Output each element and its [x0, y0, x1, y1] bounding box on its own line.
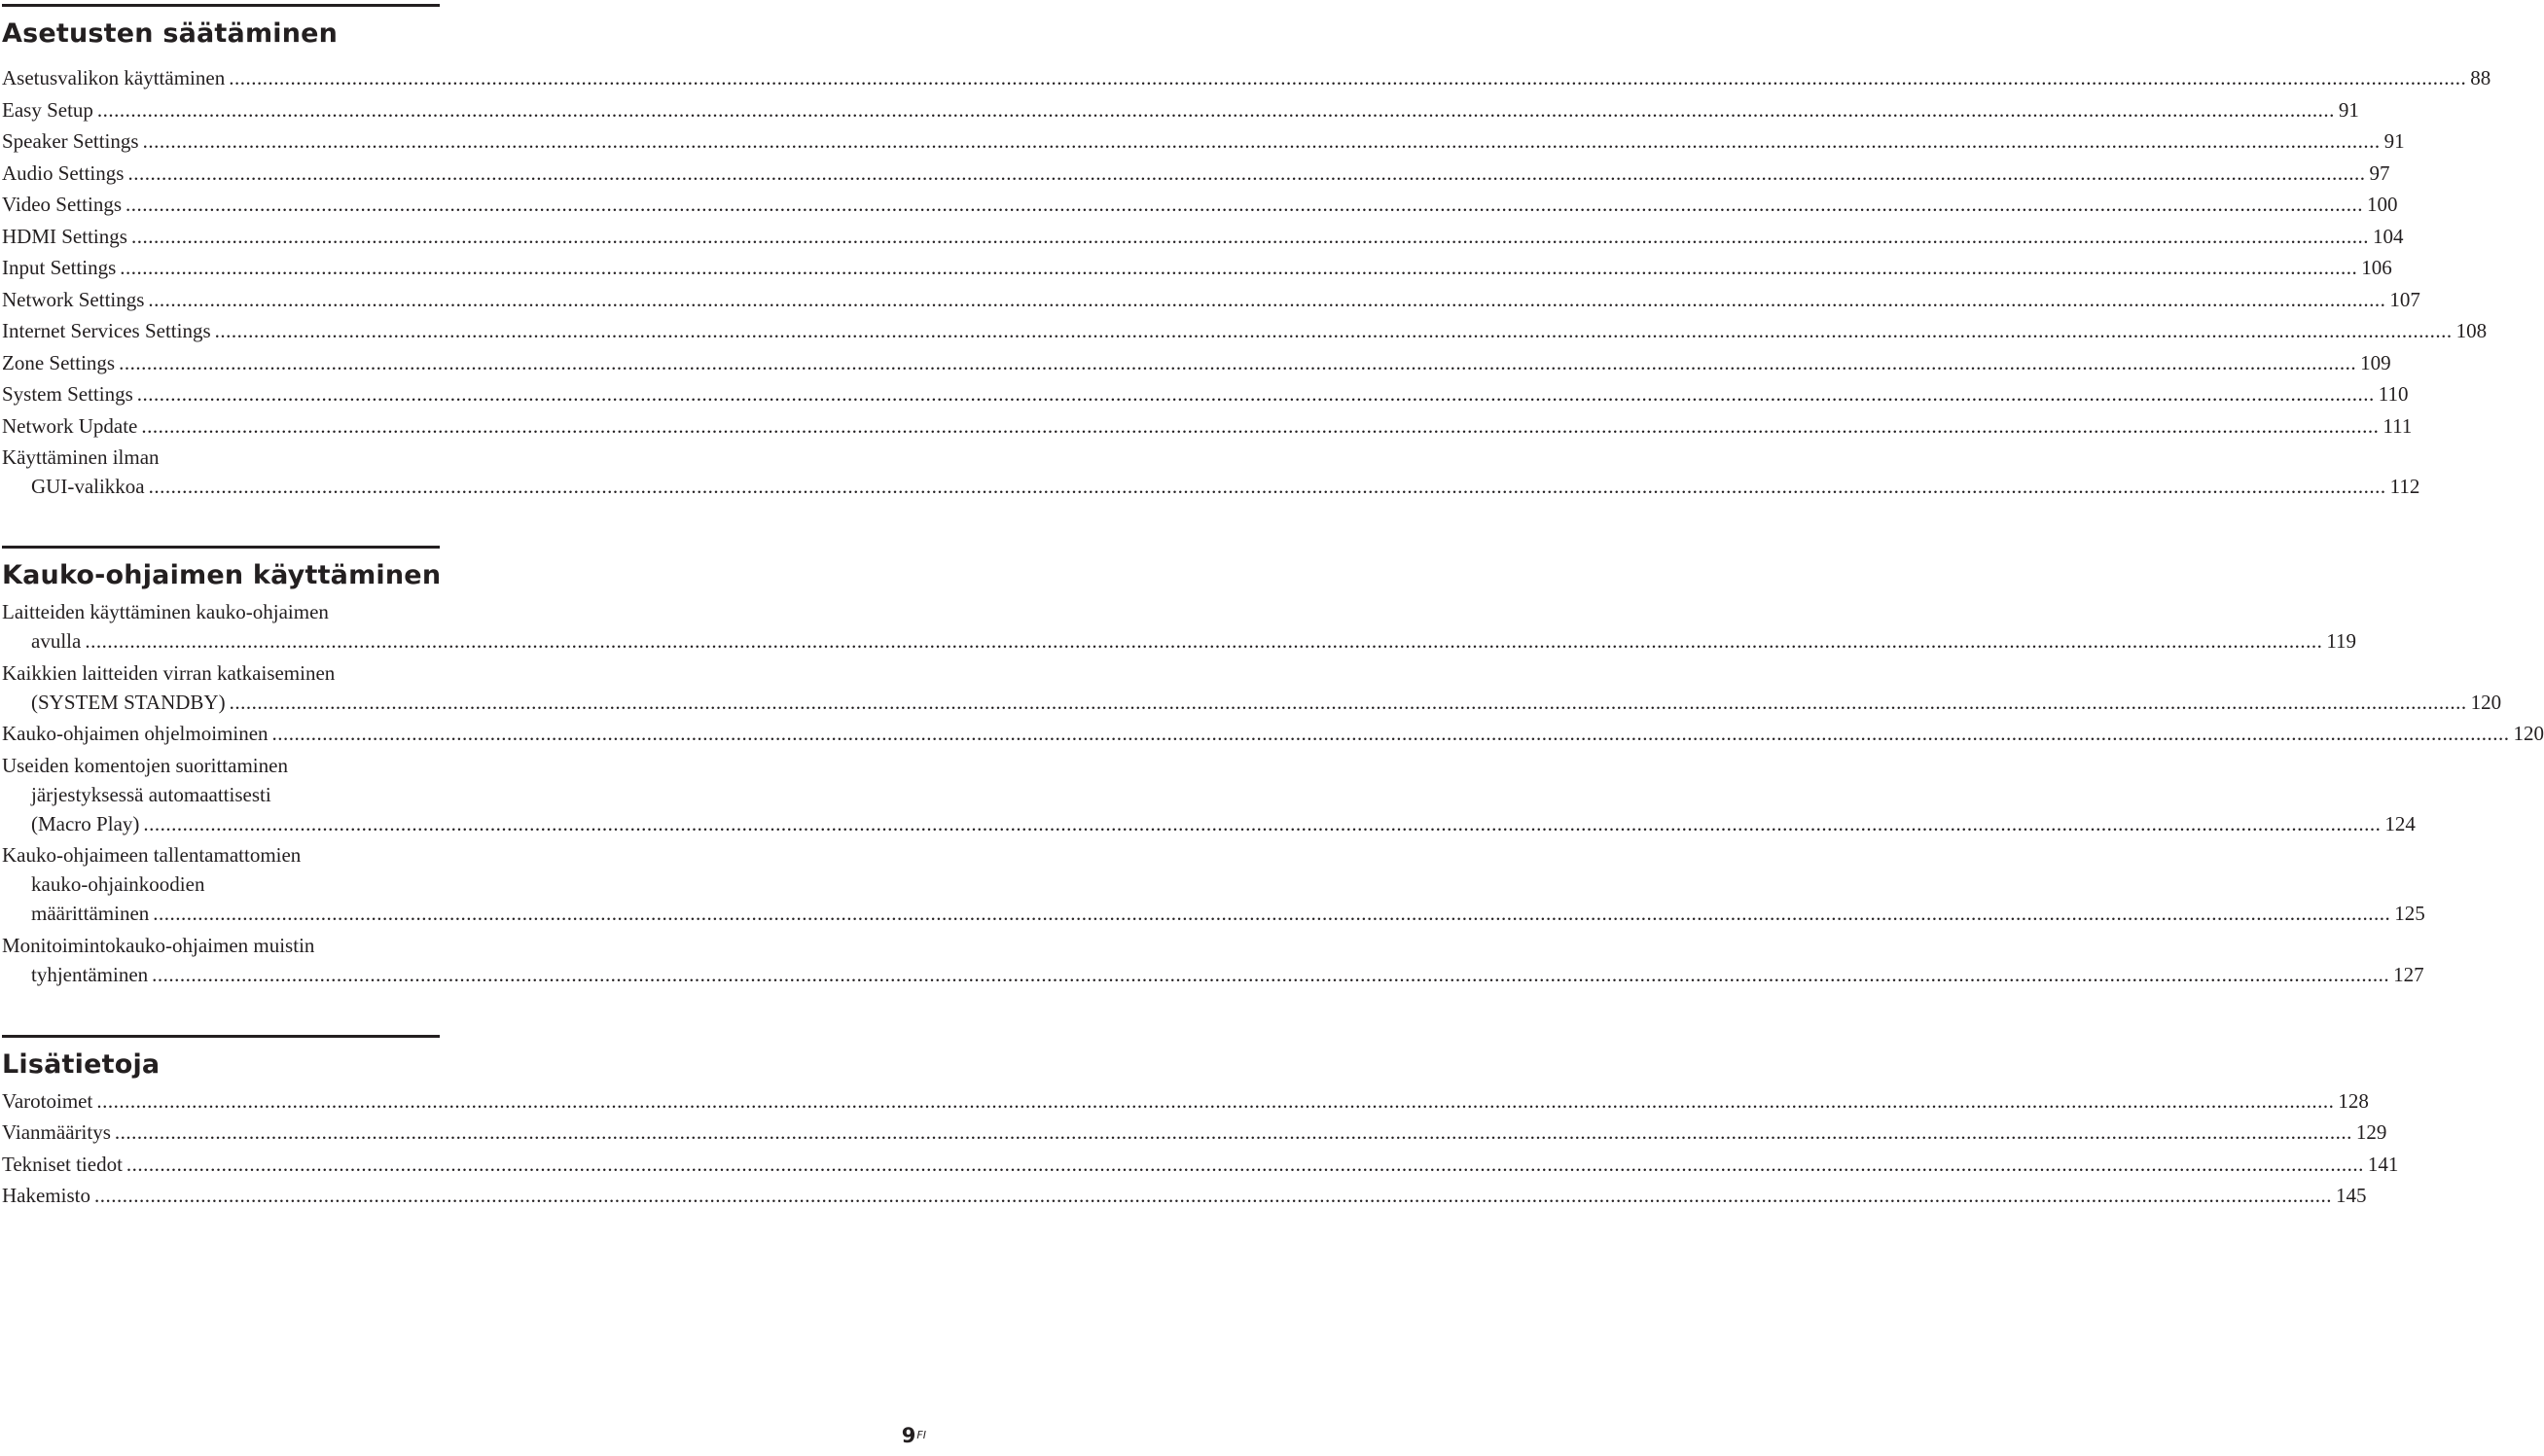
- toc-entry-row: [2, 719, 2544, 748]
- toc-entry-text: Network Update: [2, 413, 138, 438]
- toc-entry-text: System Settings: [2, 382, 133, 406]
- toc-entry-list: [2, 63, 2491, 501]
- toc-entry-row: [2, 285, 2420, 314]
- dot-leader: ................................................................................................................................................................................................................................................................................................................................................................................................................: [148, 287, 2386, 311]
- toc-entry[interactable]: [2, 222, 2404, 251]
- toc-entry-text: järjestyksessä automaattisesti: [31, 782, 271, 806]
- toc-entry-row: [2, 316, 2488, 345]
- toc-entry[interactable]: [2, 253, 2392, 282]
- toc-entry[interactable]: [2, 379, 2409, 408]
- toc-entry-row: [2, 626, 2357, 656]
- toc-entry-text: määrittäminen: [31, 902, 150, 925]
- dot-leader: ................................................................................................................................................................................................................................................................................................................................................................................................................: [153, 902, 2391, 925]
- toc-entry[interactable]: [2, 348, 2391, 377]
- toc-page-number: 109: [2360, 350, 2391, 374]
- dot-leader: ................................................................................................................................................................................................................................................................................................................................................................................................................: [96, 1088, 2335, 1113]
- toc-page-number: 128: [2338, 1088, 2369, 1113]
- toc-entry-list: [2, 597, 2544, 989]
- toc-page-number: 119: [2326, 629, 2357, 653]
- toc-page-number: 120: [2513, 722, 2544, 745]
- toc-entry-row: [2, 899, 2425, 928]
- dot-leader: ................................................................................................................................................................................................................................................................................................................................................................................................................: [93, 1184, 2332, 1207]
- toc-entry-row: [2, 63, 2491, 92]
- toc-entry-list: [2, 1086, 2399, 1211]
- toc-page-number: 107: [2389, 287, 2420, 311]
- toc-entry[interactable]: [2, 658, 2502, 717]
- toc-entry-row: [2, 348, 2391, 377]
- toc-entry-text: Laitteiden käyttäminen kauko-ohjaimen: [2, 600, 329, 623]
- dot-leader: ................................................................................................................................................................................................................................................................................................................................................................................................................: [85, 629, 2323, 653]
- dot-leader: ................................................................................................................................................................................................................................................................................................................................................................................................................: [114, 1120, 2352, 1144]
- dot-leader: ................................................................................................................................................................................................................................................................................................................................................................................................................: [125, 193, 2363, 216]
- dot-leader: ................................................................................................................................................................................................................................................................................................................................................................................................................: [229, 690, 2467, 714]
- toc-entry[interactable]: [2, 931, 2424, 989]
- dot-leader: ................................................................................................................................................................................................................................................................................................................................................................................................................: [130, 224, 2369, 248]
- dot-leader: ................................................................................................................................................................................................................................................................................................................................................................................................................: [136, 382, 2375, 406]
- toc-entry-text: Asetusvalikon käyttäminen: [2, 66, 226, 89]
- toc-entry-row: [2, 95, 2359, 124]
- toc-page-number: 120: [2470, 690, 2502, 714]
- toc-page-number: 104: [2372, 224, 2404, 248]
- toc-entry-row: [2, 1181, 2367, 1210]
- toc-entry[interactable]: [2, 840, 2425, 928]
- toc-entry[interactable]: [2, 411, 2413, 441]
- dot-leader: ................................................................................................................................................................................................................................................................................................................................................................................................................: [119, 350, 2357, 374]
- toc-page-number: 129: [2355, 1120, 2387, 1144]
- dot-leader: ................................................................................................................................................................................................................................................................................................................................................................................................................: [271, 722, 2510, 745]
- toc-entry-row: [2, 688, 2502, 717]
- toc-entry-row: [2, 379, 2409, 408]
- toc-entry[interactable]: [2, 1150, 2399, 1179]
- toc-section: [2, 546, 2544, 989]
- table-of-contents: [2, 4, 2544, 1213]
- toc-entry-row: [2, 1118, 2387, 1147]
- toc-entry-row: [2, 1150, 2399, 1179]
- toc-entry-text: tyhjentäminen: [31, 962, 149, 986]
- toc-entry-row: [2, 1086, 2369, 1116]
- toc-page-number: 100: [2367, 193, 2398, 216]
- section-heading: Asetusten säätäminen: [2, 18, 339, 49]
- toc-entry-text: GUI-valikkoa: [31, 475, 145, 498]
- toc-entry[interactable]: [2, 1118, 2387, 1147]
- section-rule: [2, 1035, 440, 1038]
- toc-entry-text: Kauko-ohjaimen ohjelmoiminen: [2, 722, 269, 745]
- toc-entry-text: Internet Services Settings: [2, 319, 211, 342]
- toc-entry-text: Audio Settings: [2, 160, 125, 185]
- toc-page-number: 145: [2335, 1184, 2367, 1207]
- toc-page-number: 91: [2338, 97, 2359, 122]
- toc-entry[interactable]: [2, 95, 2359, 124]
- toc-entry-text: Käyttäminen ilman: [2, 445, 160, 469]
- toc-page-number: 127: [2393, 962, 2424, 986]
- toc-entry[interactable]: [2, 1181, 2367, 1210]
- toc-entry-text: Monitoimintokauko-ohjaimen muistin: [2, 933, 315, 957]
- section-heading: Kauko-ohjaimen käyttäminen: [2, 560, 442, 590]
- toc-entry-text: Speaker Settings: [2, 129, 139, 153]
- toc-entry-text: Video Settings: [2, 193, 122, 216]
- dot-leader: ................................................................................................................................................................................................................................................................................................................................................................................................................: [96, 97, 2335, 122]
- toc-page-number: 108: [2455, 319, 2488, 342]
- toc-entry-text: avulla: [31, 629, 82, 653]
- section-heading: Lisätietoja: [2, 1048, 161, 1080]
- toc-entry-text: kauko-ohjainkoodien: [31, 872, 205, 896]
- toc-page-number: 88: [2470, 66, 2491, 89]
- toc-entry-row: [2, 411, 2413, 441]
- toc-entry-text: Easy Setup: [2, 97, 93, 122]
- toc-entry-text: Kaikkien laitteiden virran katkaiseminen: [2, 660, 336, 685]
- toc-entry-row: [2, 472, 2420, 501]
- page-number-value: 9: [901, 1424, 916, 1447]
- toc-entry-text: Input Settings: [2, 256, 117, 279]
- toc-page-number: 106: [2361, 256, 2392, 279]
- toc-entry-row: [2, 960, 2424, 989]
- toc-entry[interactable]: [2, 126, 2405, 156]
- toc-entry-text: Useiden komentojen suorittaminen: [2, 753, 288, 777]
- toc-page-number: 110: [2378, 382, 2409, 406]
- toc-entry[interactable]: [2, 159, 2390, 188]
- dot-leader: ................................................................................................................................................................................................................................................................................................................................................................................................................: [152, 962, 2390, 986]
- toc-entry[interactable]: [2, 63, 2491, 92]
- toc-page-number: 111: [2383, 413, 2413, 438]
- toc-entry-text: Hakemisto: [2, 1184, 90, 1207]
- dot-leader: ................................................................................................................................................................................................................................................................................................................................................................................................................: [143, 811, 2382, 835]
- toc-entry-text: Varotoimet: [2, 1088, 93, 1113]
- toc-entry[interactable]: [2, 190, 2398, 219]
- toc-page-number: 141: [2367, 1152, 2399, 1176]
- dot-leader: ................................................................................................................................................................................................................................................................................................................................................................................................................: [125, 1152, 2364, 1176]
- toc-entry-text: Network Settings: [2, 287, 145, 311]
- dot-leader: ................................................................................................................................................................................................................................................................................................................................................................................................................: [141, 413, 2380, 438]
- toc-entry-row: [2, 190, 2398, 219]
- dot-leader: ................................................................................................................................................................................................................................................................................................................................................................................................................: [214, 319, 2453, 342]
- section-rule: [2, 546, 440, 549]
- toc-entry-text: Kauko-ohjaimeen tallentamattomien: [2, 843, 302, 867]
- toc-entry[interactable]: [2, 316, 2488, 345]
- toc-entry[interactable]: [2, 1086, 2369, 1116]
- toc-page-number: 125: [2394, 902, 2425, 925]
- dot-leader: ................................................................................................................................................................................................................................................................................................................................................................................................................: [127, 160, 2366, 185]
- toc-page-number: 91: [2383, 129, 2405, 153]
- toc-entry-text: Vianmääritys: [2, 1120, 111, 1144]
- toc-entry-row: [2, 809, 2416, 838]
- page-number: [902, 1425, 926, 1446]
- dot-leader: ................................................................................................................................................................................................................................................................................................................................................................................................................: [120, 256, 2358, 279]
- toc-entry-text: HDMI Settings: [2, 224, 127, 248]
- dot-leader: ................................................................................................................................................................................................................................................................................................................................................................................................................: [229, 66, 2467, 89]
- toc-entry-text: Zone Settings: [2, 350, 116, 374]
- toc-entry[interactable]: [2, 751, 2416, 838]
- toc-page-number: 124: [2384, 811, 2416, 835]
- language-code: FI: [916, 1429, 926, 1441]
- toc-entry-text: (Macro Play): [31, 811, 140, 835]
- toc-entry[interactable]: [2, 443, 2420, 501]
- dot-leader: ................................................................................................................................................................................................................................................................................................................................................................................................................: [148, 475, 2386, 498]
- toc-entry-row: [2, 222, 2404, 251]
- toc-entry-row: [2, 253, 2392, 282]
- toc-entry-row: [2, 126, 2405, 156]
- toc-page-number: 97: [2369, 160, 2390, 185]
- toc-entry[interactable]: [2, 719, 2544, 748]
- toc-entry-row: [2, 159, 2390, 188]
- toc-section: [2, 1035, 2399, 1211]
- toc-section: [2, 4, 2491, 501]
- toc-entry[interactable]: [2, 597, 2357, 656]
- toc-entry[interactable]: [2, 285, 2420, 314]
- section-rule: [2, 4, 440, 7]
- dot-leader: ................................................................................................................................................................................................................................................................................................................................................................................................................: [142, 129, 2381, 153]
- toc-entry-text: Tekniset tiedot: [2, 1152, 123, 1176]
- toc-entry-text: (SYSTEM STANDBY): [31, 690, 226, 714]
- toc-page-number: 112: [2389, 475, 2420, 498]
